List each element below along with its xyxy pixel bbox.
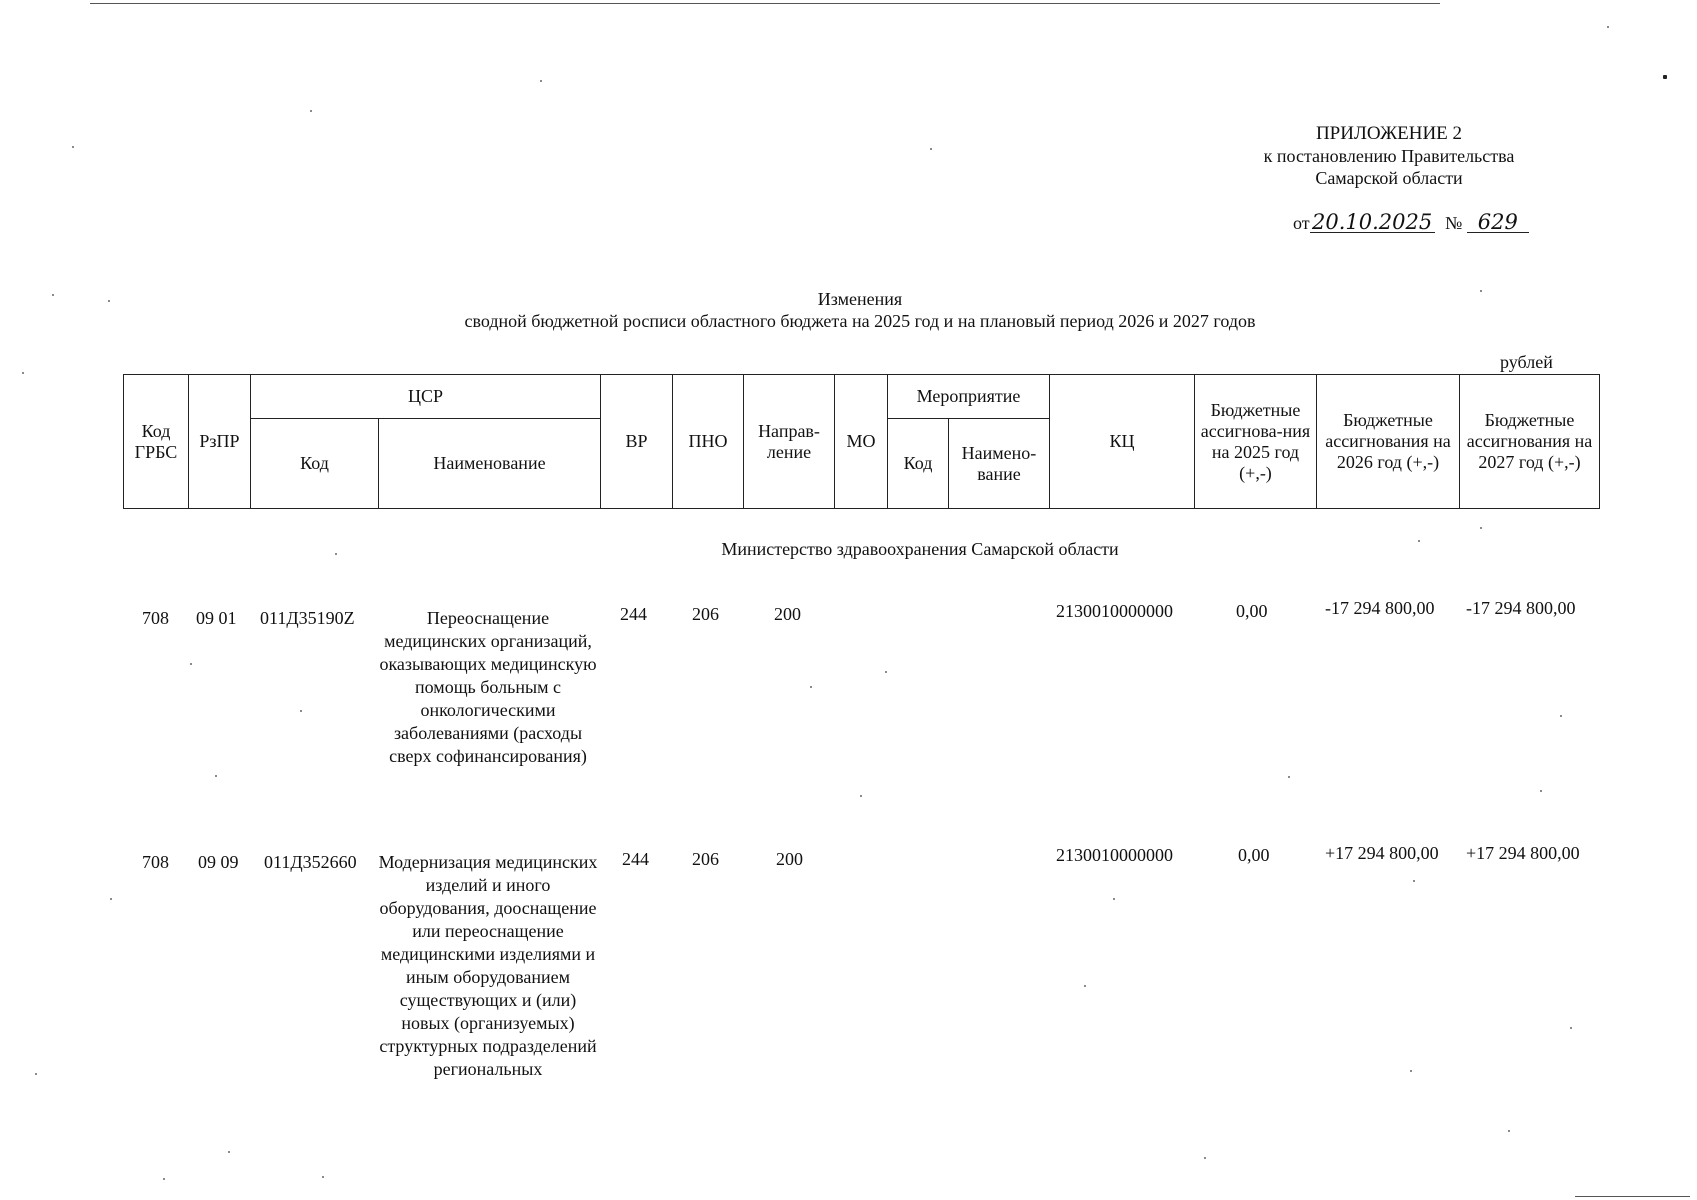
scan-speck xyxy=(1540,790,1542,792)
table-header xyxy=(123,374,1600,509)
header-mer-kod: Код xyxy=(888,419,949,509)
scan-speck xyxy=(72,146,74,148)
scan-speck xyxy=(860,795,862,797)
cell-b2027: +17 294 800,00 xyxy=(1466,843,1580,863)
cell-pno: 206 xyxy=(692,849,719,869)
header-budget-2026: Бюджетные ассигнования на 2026 год (+,-) xyxy=(1317,375,1460,509)
header-budget-2025: Бюджетные ассигнова-ния на 2025 год (+,-) xyxy=(1195,375,1317,509)
scan-speck xyxy=(1480,290,1482,292)
appendix-block xyxy=(1229,123,1549,189)
cell-b2027: -17 294 800,00 xyxy=(1466,598,1576,618)
header-csr-name: Наименование xyxy=(379,419,601,509)
scan-speck xyxy=(163,1178,165,1180)
scan-speck xyxy=(540,80,542,82)
header-budget-2027: Бюджетные ассигнования на 2027 год (+,-) xyxy=(1460,375,1600,509)
cell-napr: 200 xyxy=(776,849,803,869)
scan-speck xyxy=(110,898,112,900)
header-rzpr: РзПР xyxy=(189,375,251,509)
cell-name: Модернизация медицинских изделий и иного оборудования, дооснащение или переоснащение медицинскими изделиями и иным оборудованием существующих и (или) новых (организуемых) структурных подразделений региональных xyxy=(378,852,598,1079)
cell-b2026: +17 294 800,00 xyxy=(1325,843,1439,863)
cell-grbs: 708 xyxy=(142,608,169,628)
scan-bottom-border xyxy=(1575,1196,1690,1197)
cell-csr: 011Д352660 xyxy=(264,852,357,872)
cell-rzpr: 09 09 xyxy=(198,852,239,872)
cell-b2026: -17 294 800,00 xyxy=(1325,598,1435,618)
cell-rzpr: 09 01 xyxy=(196,608,237,628)
header-pno: ПНО xyxy=(673,375,744,509)
header-vr: ВР xyxy=(601,375,673,509)
handwritten-number: 629 xyxy=(1467,212,1529,233)
header-meropriyatie: Мероприятие xyxy=(888,375,1050,419)
scan-speck xyxy=(1480,527,1482,529)
scan-speck xyxy=(215,775,217,777)
cell-kc: 2130010000000 xyxy=(1056,845,1173,865)
ministry-heading: Министерство здравоохранения Самарской области xyxy=(721,539,1119,559)
scan-top-border xyxy=(90,3,1440,4)
scan-speck xyxy=(1607,26,1609,28)
scan-speck xyxy=(1508,1130,1510,1132)
cell-b2025: 0,00 xyxy=(1236,601,1268,621)
cell-vr: 244 xyxy=(620,604,647,624)
header-mer-name: Наимено-вание xyxy=(949,419,1050,509)
scan-speck xyxy=(1418,540,1420,542)
document-subtitle: сводной бюджетной росписи областного бюджета на 2025 год и на плановый период 2026 и 2027 годов xyxy=(464,311,1256,331)
scan-speck xyxy=(322,1176,324,1178)
scan-speck xyxy=(22,372,24,374)
scan-speck xyxy=(1288,776,1290,778)
date-prefix: от xyxy=(1293,213,1310,233)
scan-speck xyxy=(335,553,337,555)
scan-speck xyxy=(1663,75,1667,79)
header-csr-kod: Код xyxy=(251,419,379,509)
header-kc: КЦ xyxy=(1050,375,1195,509)
appendix-date-line xyxy=(1293,212,1529,234)
appendix-title: ПРИЛОЖЕНИЕ 2 xyxy=(1315,123,1463,144)
scan-speck xyxy=(228,1151,230,1153)
appendix-line1: к постановлению Правительства xyxy=(1263,146,1515,166)
cell-vr: 244 xyxy=(622,849,649,869)
scan-speck xyxy=(190,663,192,665)
scan-speck xyxy=(35,1073,37,1075)
scan-speck xyxy=(300,710,302,712)
scan-speck xyxy=(108,300,110,302)
cell-b2025: 0,00 xyxy=(1238,845,1270,865)
scan-speck xyxy=(885,671,887,673)
scan-speck xyxy=(930,148,932,150)
cell-pno: 206 xyxy=(692,604,719,624)
cell-name: Переоснащение медицинских организаций, оказывающих медицинскую помощь больным с онкологическими заболеваниями (расходы сверх софинансирования) xyxy=(379,608,597,766)
scan-speck xyxy=(1204,1157,1206,1159)
cell-kc: 2130010000000 xyxy=(1056,601,1173,621)
number-prefix: № xyxy=(1445,213,1463,233)
scan-speck xyxy=(1084,985,1086,987)
scan-speck xyxy=(1413,880,1415,882)
cell-csr: 011Д35190Z xyxy=(260,608,355,628)
units-label: рублей xyxy=(1500,352,1553,372)
header-mo: МО xyxy=(835,375,888,509)
scan-speck xyxy=(310,110,312,112)
scan-speck xyxy=(1560,715,1562,717)
header-napravlenie: Направ-ление xyxy=(744,375,835,509)
header-csr: ЦСР xyxy=(251,375,601,419)
document-title: Изменения xyxy=(817,289,903,309)
scan-speck xyxy=(810,686,812,688)
header-kod-grbs: Код ГРБС xyxy=(124,375,189,509)
cell-napr: 200 xyxy=(774,604,801,624)
appendix-line2: Самарской области xyxy=(1315,168,1463,188)
cell-grbs: 708 xyxy=(142,852,169,872)
scan-speck xyxy=(1570,1027,1572,1029)
handwritten-date: 20.10.2025 xyxy=(1310,212,1435,233)
scan-speck xyxy=(1113,898,1115,900)
scan-speck xyxy=(52,294,54,296)
scan-speck xyxy=(1410,1070,1412,1072)
